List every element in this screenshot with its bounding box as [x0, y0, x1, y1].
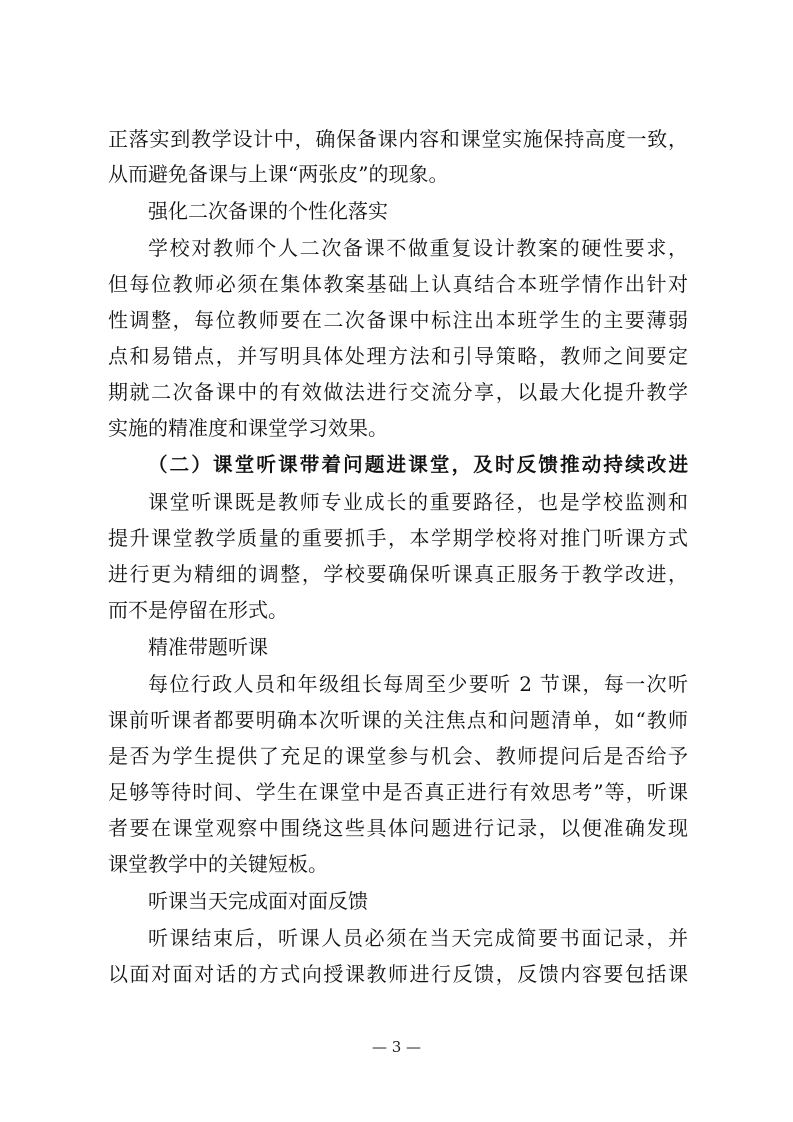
- page-number: — 3 —: [371, 1038, 422, 1056]
- paragraph-line: 课堂教学中的关键短板。: [108, 852, 328, 876]
- paragraph-line: 而不是停留在形式。: [108, 598, 288, 622]
- paragraph-line: 是否为学生提供了充足的课堂参与机会、教师提问后是否给予: [108, 744, 688, 768]
- subheading: 听课当天完成面对面反馈: [148, 889, 368, 913]
- paragraph-line: 学校对教师个人二次备课不做重复设计教案的硬性要求，: [148, 236, 688, 260]
- paragraph-line: 每位行政人员和年级组长每周至少要听 2 节课，每一次听: [148, 672, 688, 696]
- paragraph-line: 听课结束后，听课人员必须在当天完成简要书面记录，并: [148, 926, 688, 950]
- paragraph-line: 提升课堂教学质量的重要抓手，本学期学校将对推门听课方式: [108, 526, 688, 550]
- paragraph-line: 足够等待时间、学生在课堂中是否真正进行有效思考”等，听课: [108, 780, 688, 804]
- paragraph-line: 期就二次备课中的有效做法进行交流分享，以最大化提升教学: [108, 380, 688, 404]
- paragraph-line: 从而避免备课与上课“两张皮”的现象。: [108, 162, 449, 186]
- paragraph-line: 者要在课堂观察中围绕这些具体问题进行记录，以便准确发现: [108, 816, 688, 840]
- subheading: 精准带题听课: [148, 635, 268, 659]
- paragraph-line: 但每位教师必须在集体教案基础上认真结合本班学情作出针对: [108, 272, 688, 296]
- section-heading: （二）课堂听课带着问题进课堂，及时反馈推动持续改进: [148, 453, 688, 476]
- paragraph-line: 以面对面对话的方式向授课教师进行反馈，反馈内容要包括课: [108, 962, 688, 986]
- paragraph-line: 课前听课者都要明确本次听课的关注焦点和问题清单，如“教师: [108, 708, 688, 732]
- paragraph-line: 课堂听课既是教师专业成长的重要路径，也是学校监测和: [148, 490, 688, 514]
- subheading: 强化二次备课的个性化落实: [148, 199, 388, 223]
- paragraph-line: 点和易错点，并写明具体处理方法和引导策略，教师之间要定: [108, 344, 688, 368]
- paragraph-line: 性调整，每位教师要在二次备课中标注出本班学生的主要薄弱: [108, 308, 688, 332]
- paragraph-line: 实施的精准度和课堂学习效果。: [108, 416, 388, 440]
- paragraph-line: 正落实到教学设计中，确保备课内容和课堂实施保持高度一致，: [108, 127, 688, 151]
- paragraph-line: 进行更为精细的调整，学校要确保听课真正服务于教学改进，: [108, 562, 688, 586]
